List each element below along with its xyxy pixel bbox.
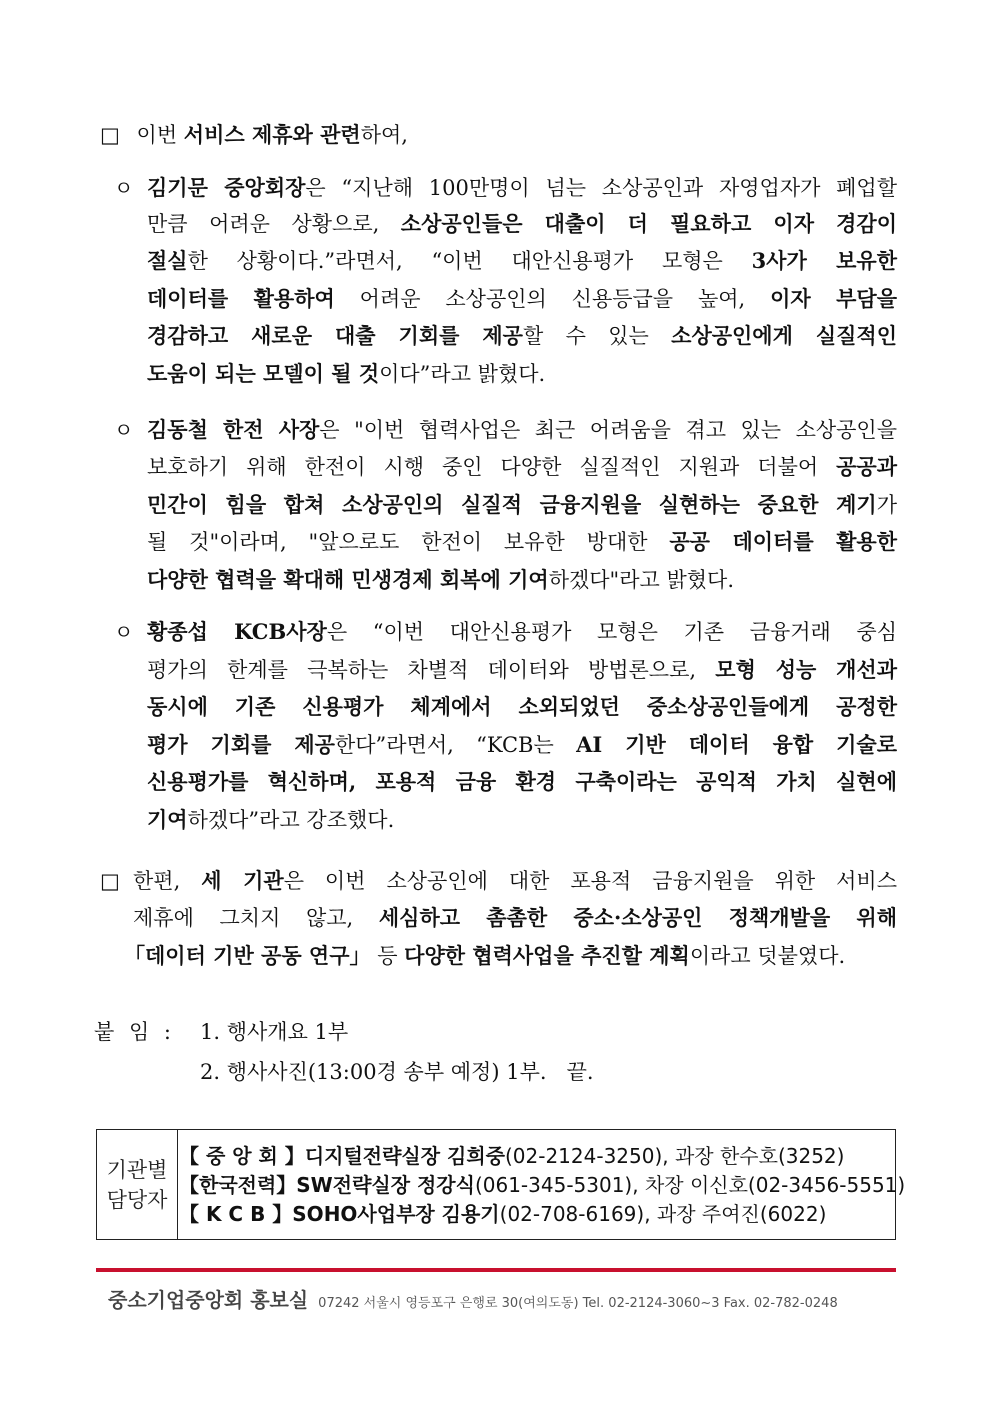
quote1-line6: 도움이 되는 모델이 될 것이다”라고 밝혔다.	[147, 361, 546, 386]
quote3-line4: 평가 기회를 제공한다”라면서, “KCB는 AI 기반 데이터 융합 기술로	[147, 732, 897, 757]
square-bullet-icon: □	[100, 123, 120, 147]
quote3-line5: 신용평가를 혁신하며, 포용적 금융 환경 구축이라는 공익적 가치 실현에	[147, 769, 897, 794]
quote1-line3: 절실한 상황이다.”라면서, “이번 대안신용평가 모형은 3사가 보유한	[147, 248, 897, 273]
circle-bullet-icon: ㅇ	[114, 176, 134, 200]
footer	[108, 1284, 838, 1313]
circle-bullet-icon: ㅇ	[114, 620, 134, 644]
footer-org: 중소기업중앙회 홍보실	[108, 1288, 309, 1312]
quote3-line2: 평가의 한계를 극복하는 차별적 데이터와 방법론으로, 모형 성능 개선과	[147, 657, 897, 682]
attachment-item-2: 2. 행사사진(13:00경 송부 예정) 1부. 끝.	[200, 1060, 594, 1084]
circle-bullet-icon: ㅇ	[114, 418, 134, 442]
quote2-line4: 될 것"이라며, "앞으로도 한전이 보유한 방대한 공공 데이터를 활용한	[147, 529, 897, 554]
quote3-line3: 동시에 기존 신용평가 체계에서 소외되었던 중소상공인들에게 공정한	[147, 694, 897, 719]
contact-table	[96, 1129, 906, 1240]
contact-row: 【한국전력】SW전략실장 정강식(061-345-5301), 차장 이신호(02-3456-5551)	[179, 1173, 906, 1197]
quote3-line1: 황종섭 KCB사장은 “이번 대안신용평가 모형은 기존 금융거래 중심	[147, 619, 897, 644]
footer-divider	[96, 1268, 896, 1272]
quote2-line5: 다양한 협력을 확대해 민생경제 회복에 기여하겠다"라고 밝혔다.	[147, 567, 735, 592]
quote2-line1: 김동철 한전 사장은 "이번 협력사업은 최근 어려움을 겪고 있는 소상공인을	[147, 417, 898, 442]
square-bullet-icon: □	[100, 869, 120, 893]
contact-row: 【 K C B 】SOHO사업부장 김용기(02-708-6169), 과장 주여진(6022)	[179, 1202, 827, 1226]
section1-line: □ 이번 서비스 제휴와 관련하여,	[100, 122, 408, 147]
quote2-line3: 민간이 힘을 합쳐 소상공인의 실질적 금융지원을 실현하는 중요한 계기가	[147, 492, 897, 517]
quote1-line1: 김기문 중앙회장은 “지난해 100만명이 넘는 소상공인과 자영업자가 폐업할	[147, 175, 897, 200]
quote1-line2: 만큼 어려운 상황으로, 소상공인들은 대출이 더 필요하고 이자 경감이	[147, 211, 897, 236]
attachments-label: 붙 임 :	[94, 1020, 171, 1044]
quote1-line4: 데이터를 활용하여 어려운 소상공인의 신용등급을 높여, 이자 부담을	[147, 286, 898, 311]
attachment-item-1: 1. 행사개요 1부	[200, 1020, 349, 1044]
footer-address: 07242 서울시 영등포구 은행로 30(여의도동) Tel. 02-2124-3060~3 Fax. 02-782-0248	[318, 1296, 838, 1311]
contact-label: 기관별 담당자	[97, 1130, 178, 1239]
contact-row: 【 중 앙 회 】디지털전략실장 김희중(02-2124-3250), 과장 한수호(3252)	[179, 1144, 845, 1168]
section2-line2: 제휴에 그치지 않고, 세심하고 촘촘한 중소·소상공인 정책개발을 위해	[133, 905, 897, 930]
quote2-line2: 보호하기 위해 한전이 시행 중인 다양한 실질적인 지원과 더불어 공공과	[147, 454, 897, 479]
quote3-line6: 기여하겠다”라고 강조했다.	[147, 807, 395, 832]
section2-line3: 「데이터 기반 공동 연구」 등 다양한 협력사업을 추진할 계획이라고 덧붙였다.	[124, 943, 846, 968]
quote1-line5: 경감하고 새로운 대출 기회를 제공할 수 있는 소상공인에게 실질적인	[147, 323, 898, 348]
section2-line1: 한편, 세 기관은 이번 소상공인에 대한 포용적 금융지원을 위한 서비스	[133, 868, 897, 893]
